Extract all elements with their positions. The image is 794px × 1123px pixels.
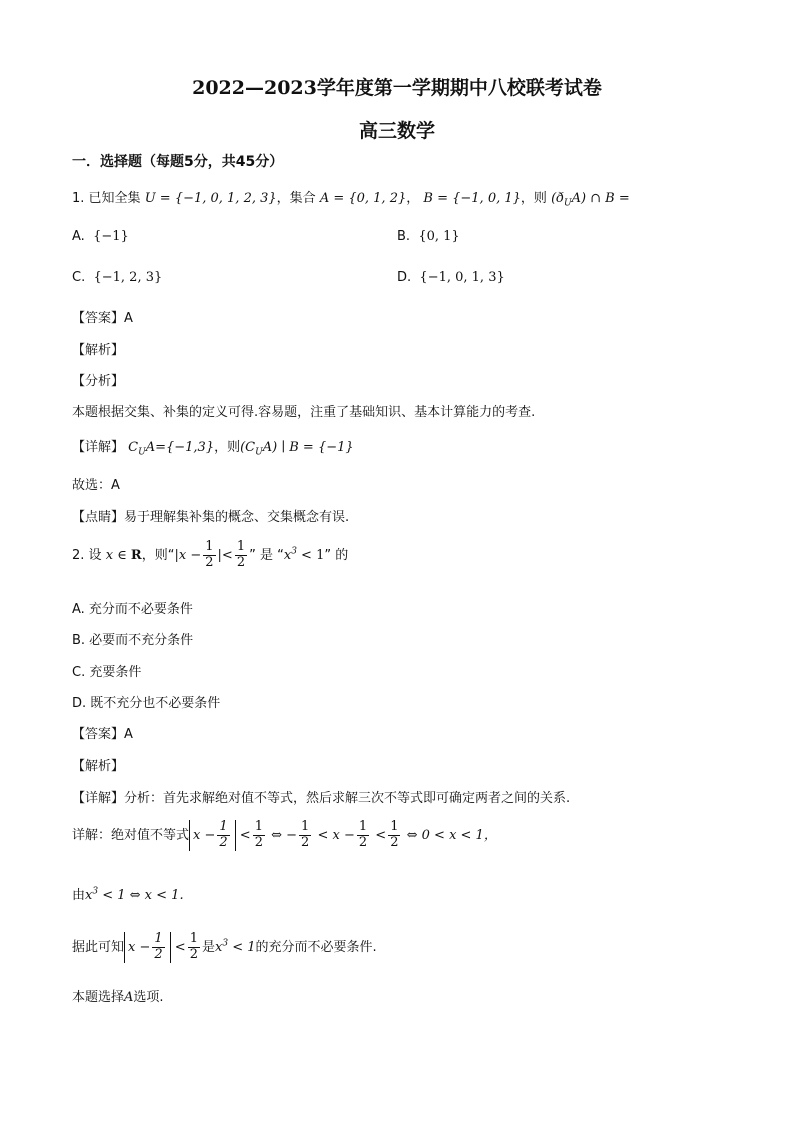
- set-u: U = {−1, 0, 1, 2, 3}: [144, 191, 277, 206]
- q2-option-a: A. 充分而不必要条件: [72, 602, 193, 617]
- question-2-stem: 2. 设 x ∈ R，则“|x − $\frac{1}{2}$ |< $\frac{1}{2}$ ” 是 “$x^3 < 1$” 的: [72, 539, 349, 570]
- q2-solution-line-4: 本题选择A选项.: [72, 990, 164, 1005]
- q1-answer: 【答案】A: [72, 311, 133, 326]
- complement-expression: $(ð_UA)$ ∩ B =: [551, 191, 630, 209]
- q1-option-a: A. {−1}: [72, 229, 129, 244]
- q1-choice: 故选：A: [72, 478, 120, 493]
- q1-option-b: B. {0, 1}: [397, 229, 460, 244]
- question-1-stem: 1. 已知全集 U = {−1, 0, 1, 2, 3}，集合 A = {0, 1, 2}， B = {−1, 0, 1}，则 $(ð_UA)$ ∩ B =: [72, 191, 630, 209]
- exam-subtitle: 高三数学: [358, 120, 435, 142]
- set-b: B = {−1, 0, 1}: [423, 191, 521, 206]
- q2-solution-line-3: 据此可知 x − $\frac{1}{2}$ < $\frac{1}{2}$ 是$x^3 < 1$的充分而不必要条件.: [72, 931, 377, 962]
- section-heading: 一．选择题（每题5分，共45分）: [72, 154, 284, 170]
- q2-option-b: B. 必要而不充分条件: [72, 633, 194, 648]
- exam-title: 2022—2023学年度第一学期期中八校联考试卷: [192, 77, 602, 99]
- q1-option-c: C. {−1, 2, 3}: [72, 270, 163, 285]
- q1-fenxi-heading: 【分析】: [72, 374, 125, 389]
- q2-solution-line-2: 由$x^3 < 1$ ⇔ x < 1.: [72, 886, 184, 903]
- q1-dianjing: 【点睛】易于理解集补集的概念、交集概念有误.: [72, 510, 350, 525]
- q1-analysis-heading: 【解析】: [72, 343, 125, 358]
- q2-option-c: C. 充要条件: [72, 665, 142, 680]
- q1-option-d: D. {−1, 0, 1, 3}: [397, 270, 505, 285]
- q2-option-d: D. 既不充分也不必要条件: [72, 696, 221, 711]
- q1-detail: 【详解】 $C_UA=\{-1,3\}$，则$(C_UA)$ ∣ B = {−1}: [72, 440, 354, 458]
- q2-answer: 【答案】A: [72, 727, 133, 742]
- q2-analysis-heading: 【解析】: [72, 759, 125, 774]
- q2-solution-line-1: 详解：绝对值不等式 x − $\frac{1}{2}$ < $\frac{1}{2}$ ⇔ − $\frac{1}{2}$ < x − $\frac{1}{2}$ < $\frac{1}{2}$ ⇔ 0 < x < 1，: [72, 819, 497, 850]
- q1-fenxi-text: 本题根据交集、补集的定义可得.容易题，注重了基础知识、基本计算能力的考查.: [72, 405, 536, 420]
- q2-detail: 【详解】分析：首先求解绝对值不等式，然后求解三次不等式即可确定两者之间的关系.: [72, 791, 571, 806]
- set-a: A = {0, 1, 2}: [319, 191, 407, 206]
